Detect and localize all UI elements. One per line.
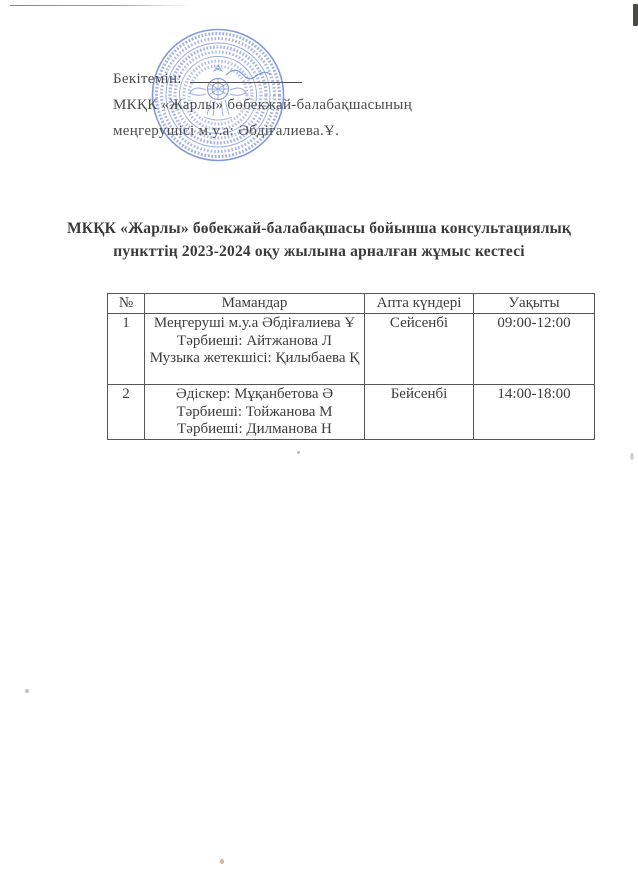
specialist: Әдіскер: Мұқанбетова Ә [175, 386, 334, 402]
signature-line [190, 70, 302, 83]
header-weekdays: Апта күндері [365, 294, 474, 314]
row-time: 09:00-12:00 [474, 314, 595, 385]
scan-speck [297, 451, 300, 454]
scan-artifact-corner-mark [633, 4, 638, 26]
scan-speck [25, 689, 29, 693]
approval-line-3: меңгерушісі м.у.а: Әбдіғалиева.Ұ. [113, 123, 340, 139]
row-specialists [145, 314, 365, 385]
specialist: Музыка жетекшісі: Қилыбаева Қ [149, 350, 360, 366]
document-title [0, 218, 638, 263]
header-number: № [108, 294, 145, 314]
row-specialists [145, 385, 365, 440]
approval-line-1 [113, 66, 412, 92]
document-title-line-2: пункттің 2023-2024 оқу жылына арналған жұмыс кестесі [113, 242, 525, 260]
specialist: Меңгеруші м.у.а Әбдіғалиева Ұ [153, 315, 356, 331]
specialist: Тәрбиеші: Дилманова Н [177, 421, 332, 437]
header-time: Уақыты [474, 294, 595, 314]
row-weekday: Бейсенбі [365, 385, 474, 440]
row-time: 14:00-18:00 [474, 385, 595, 440]
table-row [108, 385, 595, 440]
row-number: 1 [108, 314, 145, 385]
approval-block [113, 66, 412, 144]
scan-speck [630, 453, 634, 460]
header-specialists: Мамандар [145, 294, 365, 314]
approval-line-2: МКҚК «Жарлы» бөбекжай-балабақшасының [113, 97, 413, 113]
specialist: Тәрбиеші: Тойжанова М [176, 403, 333, 420]
row-number: 2 [108, 385, 145, 440]
table-row [108, 314, 595, 385]
specialist: Тәрбиеші: Айтжанова Л [177, 332, 332, 349]
row-weekday: Сейсенбі [365, 314, 474, 385]
schedule-table [107, 293, 595, 440]
approval-label: Бекітемін: [113, 71, 182, 87]
scan-speck [220, 859, 224, 864]
document-title-line-1: МКҚК «Жарлы» бөбекжай-балабақшасы бойынша консультациялық [66, 220, 572, 237]
table-header-row [108, 294, 595, 314]
scan-artifact-top-line [10, 5, 190, 6]
